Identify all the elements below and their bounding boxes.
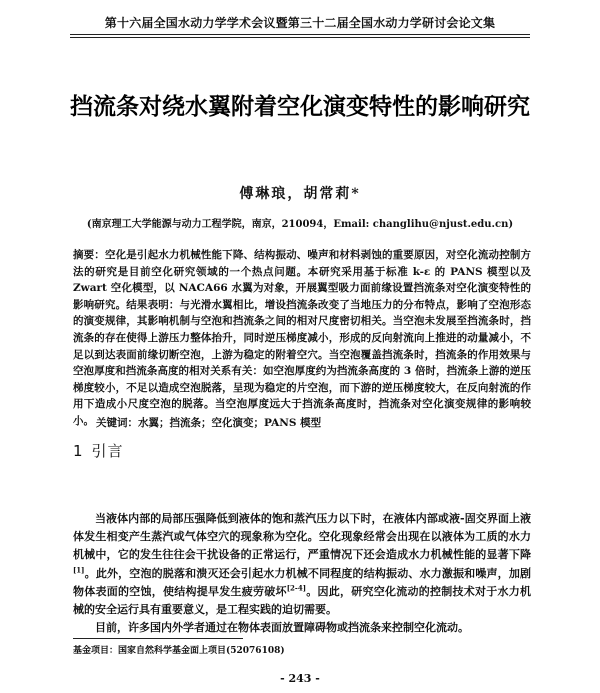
header-rule-top	[70, 34, 530, 35]
body-text-run: 。此外，空泡的脱落和溃灭还会引起水力机械不同程度的结构振动、水力激振和噪声，加剧物体表面的空蚀，使结构提早发生疲劳破坏	[73, 566, 531, 598]
body-text-run: 。因此，研究空化流动的控制技术对于水力机械的安全运行具有重要意义，是工程实践的迫切需要。	[73, 584, 531, 617]
abstract	[73, 247, 531, 430]
funding-footnote: 基金项目：国家自然科学基金面上项目(52076108)	[73, 646, 285, 656]
keywords	[96, 415, 536, 430]
body-text-run: 当液体内部的局部压强降低到液体的饱和蒸汽压力以下时，在液体内部或液-固交界面上液体发生相变产生蒸汽或气体空穴的现象称为空化。空化现象经常会出现在以液体为工质的水力机械中，它的发生往往会干扰设备的正常运行，严重情况下还会造成水力机械性能的显著下降	[73, 512, 531, 562]
citation-ref: [2-4]	[286, 583, 307, 593]
body-text	[73, 510, 531, 637]
paper-authors: 傅琳琅，胡常莉*	[239, 186, 361, 202]
body-paragraph-1	[73, 510, 531, 619]
abstract-text: 空化是引起水力机械性能下降、结构振动、噪声和材料剥蚀的重要原因，对空化流动控制方法的研究是目前空化研究领域的一个热点问题。本研究采用基于标准 k-ε 的 PANS 模型以及 Zwart 空化模型，以 NACA66 水翼为对象，开展翼型吸力面前缘设置挡流条对空化演变特性的影响研究。结果表明：与光滑水翼相比，增设挡流条改变了当地压力的分布特点，影响了空泡形态的演变规律，其影响机制与空泡和挡流条之间的相对尺度密切相关。当空泡未发展至挡流条时，挡流条的存在使得上游压力整体抬升，同时逆压梯度减小，形成的反向射流向上推进的动量减小，不足以到达表面前缘切断空泡，上游为稳定的附着空穴。当空泡覆盖挡流条时，挡流条的作用效果与空泡厚度和挡流条高度的相对关系有关：如空泡厚度约为挡流条高度的 3 倍时，挡流条上游的逆压梯度较小，不足以造成空泡脱落，呈现为稳定的片空泡，而下游的逆压梯度较大，在反向射流的作用下造成小尺度空泡的脱落。当空泡厚度远大于挡流条高度时，挡流条对空化演变规律的影响较小。	[73, 249, 532, 427]
running-head: 第十六届全国水动力学学术会议暨第三十二届全国水动力学研讨会论文集	[104, 16, 496, 30]
section-heading	[73, 440, 124, 461]
paper-affiliation: (南京理工大学能源与动力工程学院，南京，210094，Email: changlihu@njust.edu.cn)	[86, 219, 514, 230]
page-number: - 243 -	[280, 672, 320, 685]
paper-title: 挡流条对绕水翼附着空化演变特性的影响研究	[70, 94, 530, 120]
section-number: 1	[73, 442, 84, 460]
citation-ref: [1]	[73, 564, 85, 574]
footnote-rule	[73, 638, 243, 639]
section-title: 引言	[91, 442, 124, 460]
keywords-label: 关键词：	[96, 417, 138, 429]
header-rule-bottom	[70, 37, 530, 38]
keywords-text: 水翼；挡流条；空化演变；PANS 模型	[138, 417, 322, 429]
body-paragraph-2: 目前，许多国内外学者通过在物体表面放置障碍物或挡流条来控制空化流动。	[95, 621, 469, 635]
abstract-label: 摘要：	[73, 249, 105, 261]
